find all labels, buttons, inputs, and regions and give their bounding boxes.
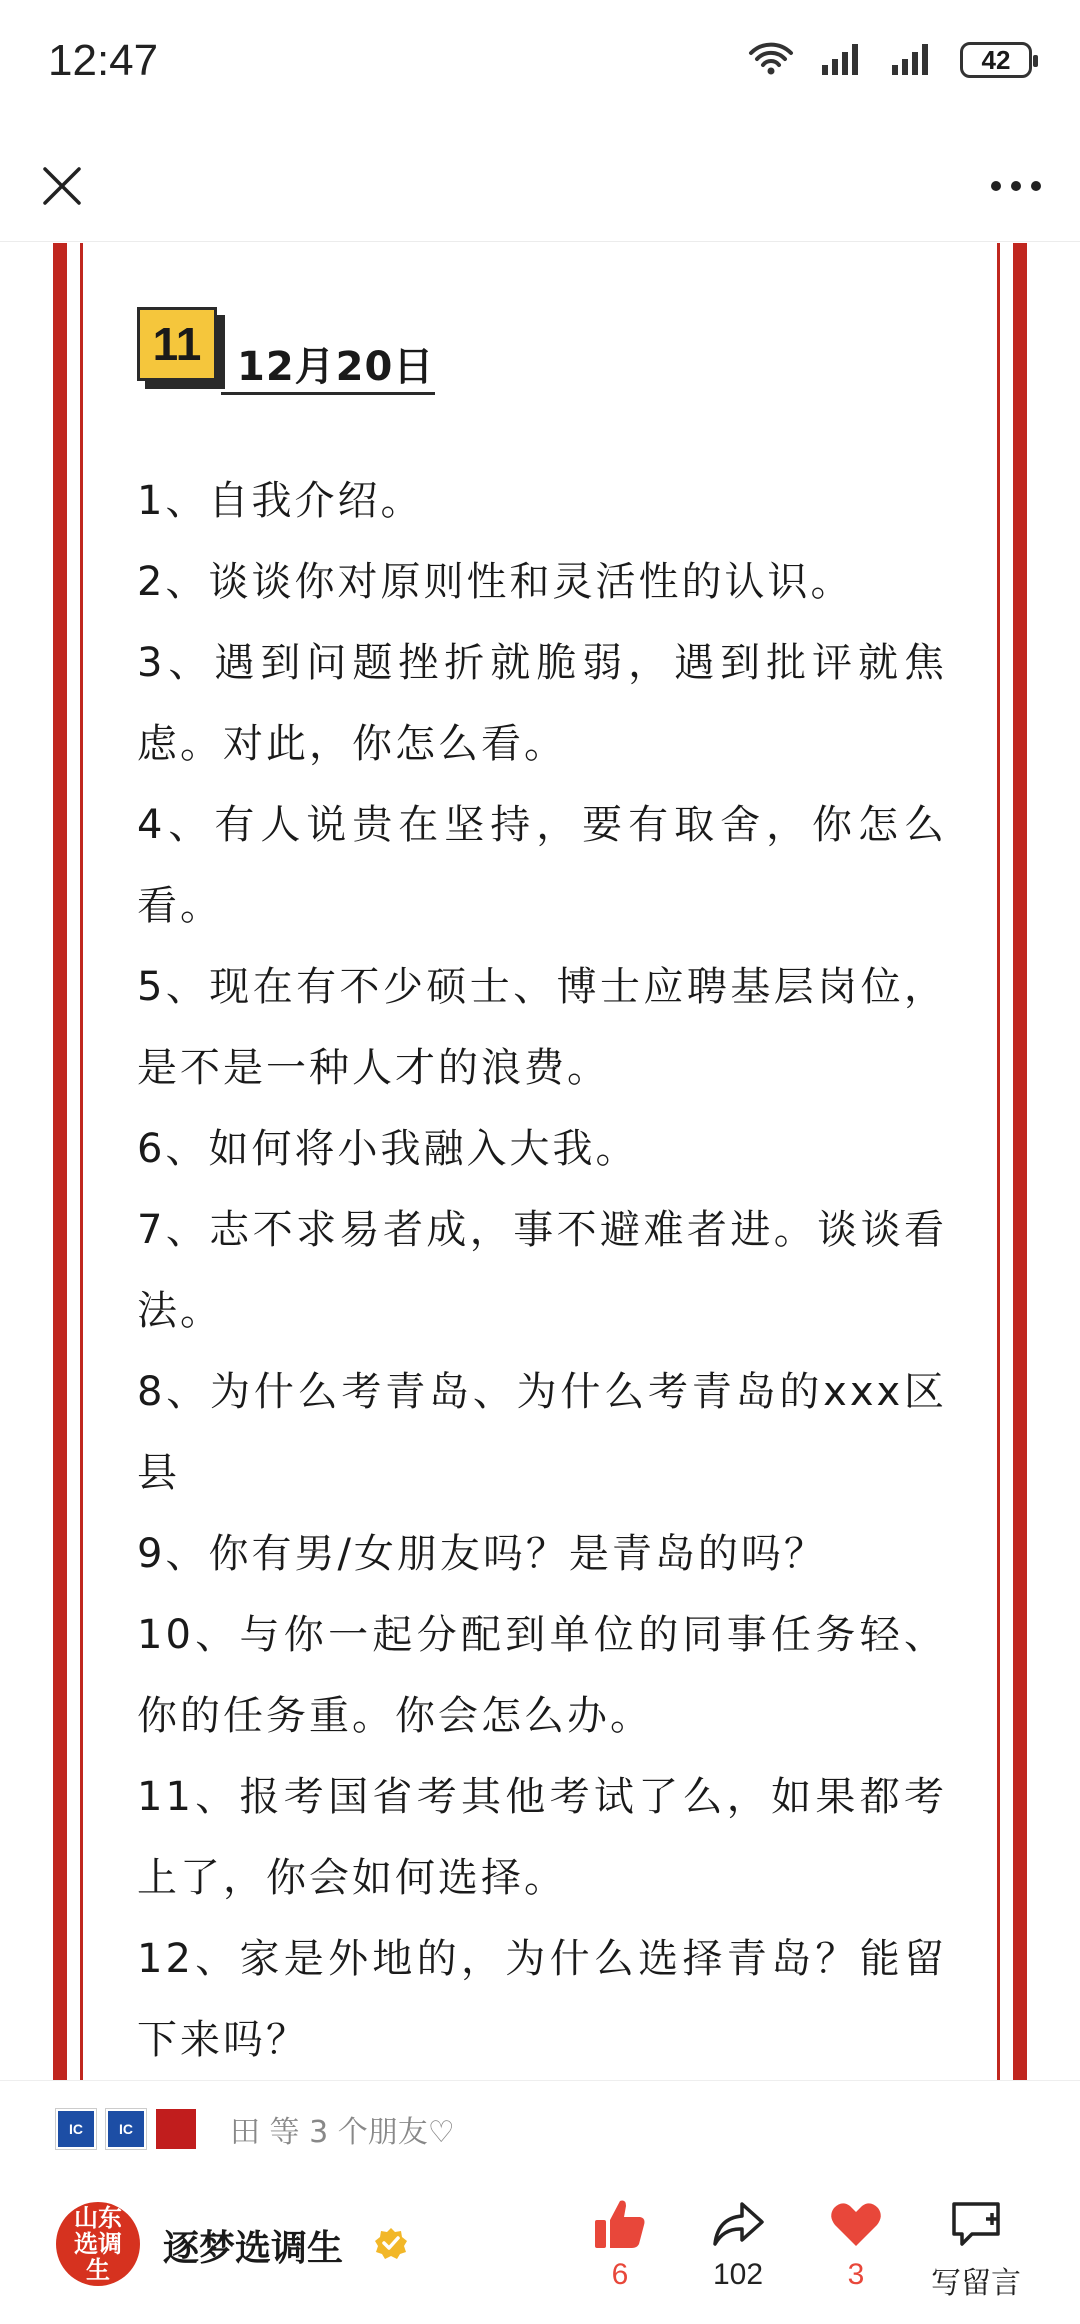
share-icon xyxy=(710,2196,766,2252)
battery-icon xyxy=(960,42,1032,78)
account-avatar-text: 山东选调生 xyxy=(74,2204,122,2284)
list-item: 8、为什么考青岛、为什么考青岛的xxx区县 xyxy=(137,1369,947,1496)
close-button[interactable] xyxy=(30,154,94,218)
list-item: 5、现在有不少硕士、博士应聘基层岗位，是不是一种人才的浪费。 xyxy=(137,964,947,1091)
list-item: 12、家是外地的，为什么选择青岛？能留下来吗？ xyxy=(137,1936,947,2063)
friend-avatar: IC xyxy=(106,2109,146,2149)
friend-avatar xyxy=(156,2109,196,2149)
date-underline xyxy=(221,392,435,395)
list-item: 1、自我介绍。 xyxy=(137,478,424,524)
thumbs-up-icon xyxy=(592,2196,648,2252)
share-count: 102 xyxy=(712,2258,764,2291)
status-bar xyxy=(0,0,1080,130)
share-button[interactable] xyxy=(688,2196,788,2316)
list-item: 2、谈谈你对原则性和灵活性的认识。 xyxy=(137,559,854,605)
right-inner-border xyxy=(997,243,1000,2080)
list-item: 11、报考国省考其他考试了么，如果都考上了，你会如何选择。 xyxy=(137,1774,947,1901)
favorite-button[interactable] xyxy=(806,2196,906,2316)
status-icons xyxy=(748,40,1032,80)
friends-text: 田 等 3 个朋友♡ xyxy=(230,2114,455,2150)
list-item: 6、如何将小我融入大我。 xyxy=(137,1126,639,1172)
top-nav xyxy=(0,130,1080,242)
signal-icon xyxy=(890,41,934,79)
list-item: 10、与你一起分配到单位的同事任务轻、你的任务重。你会怎么办。 xyxy=(137,1612,947,1739)
article-content xyxy=(0,243,1080,2080)
heart-icon xyxy=(828,2196,884,2252)
battery-level: 42 xyxy=(981,44,1011,75)
more-button[interactable] xyxy=(980,154,1052,218)
left-border xyxy=(53,243,67,2080)
like-count: 6 xyxy=(611,2258,629,2291)
bottom-bar xyxy=(0,2176,1080,2324)
comment-label: 写留言 xyxy=(931,2267,1021,2300)
comment-icon xyxy=(948,2196,1004,2252)
close-icon xyxy=(42,166,82,206)
friends-row[interactable] xyxy=(0,2080,1080,2176)
account-avatar[interactable] xyxy=(56,2202,140,2286)
verified-icon xyxy=(374,2226,408,2260)
date-badge: 11 xyxy=(137,307,217,381)
list-item: 9、你有男/女朋友吗？是青岛的吗？ xyxy=(137,1531,827,1577)
heart-count: 3 xyxy=(847,2258,865,2291)
signal-icon xyxy=(820,41,864,79)
like-button[interactable] xyxy=(570,2196,670,2316)
comment-button[interactable] xyxy=(920,2196,1032,2316)
list-item: 7、志不求易者成，事不避难者进。谈谈看法。 xyxy=(137,1207,947,1334)
right-border xyxy=(1013,243,1027,2080)
left-inner-border xyxy=(80,243,83,2080)
account-name[interactable]: 逐梦选调生 xyxy=(163,2228,344,2269)
wifi-icon xyxy=(748,40,794,80)
list-item: 3、遇到问题挫折就脆弱，遇到批评就焦虑。对此，你怎么看。 xyxy=(137,640,947,767)
question-list xyxy=(137,461,947,2080)
more-icon xyxy=(990,180,1042,192)
friend-avatar: IC xyxy=(56,2109,96,2149)
status-time: 12:47 xyxy=(48,36,159,85)
date-header xyxy=(137,307,437,397)
date-title: 12月20日 xyxy=(237,344,435,390)
list-item: 4、有人说贵在坚持，要有取舍，你怎么看。 xyxy=(137,802,947,929)
